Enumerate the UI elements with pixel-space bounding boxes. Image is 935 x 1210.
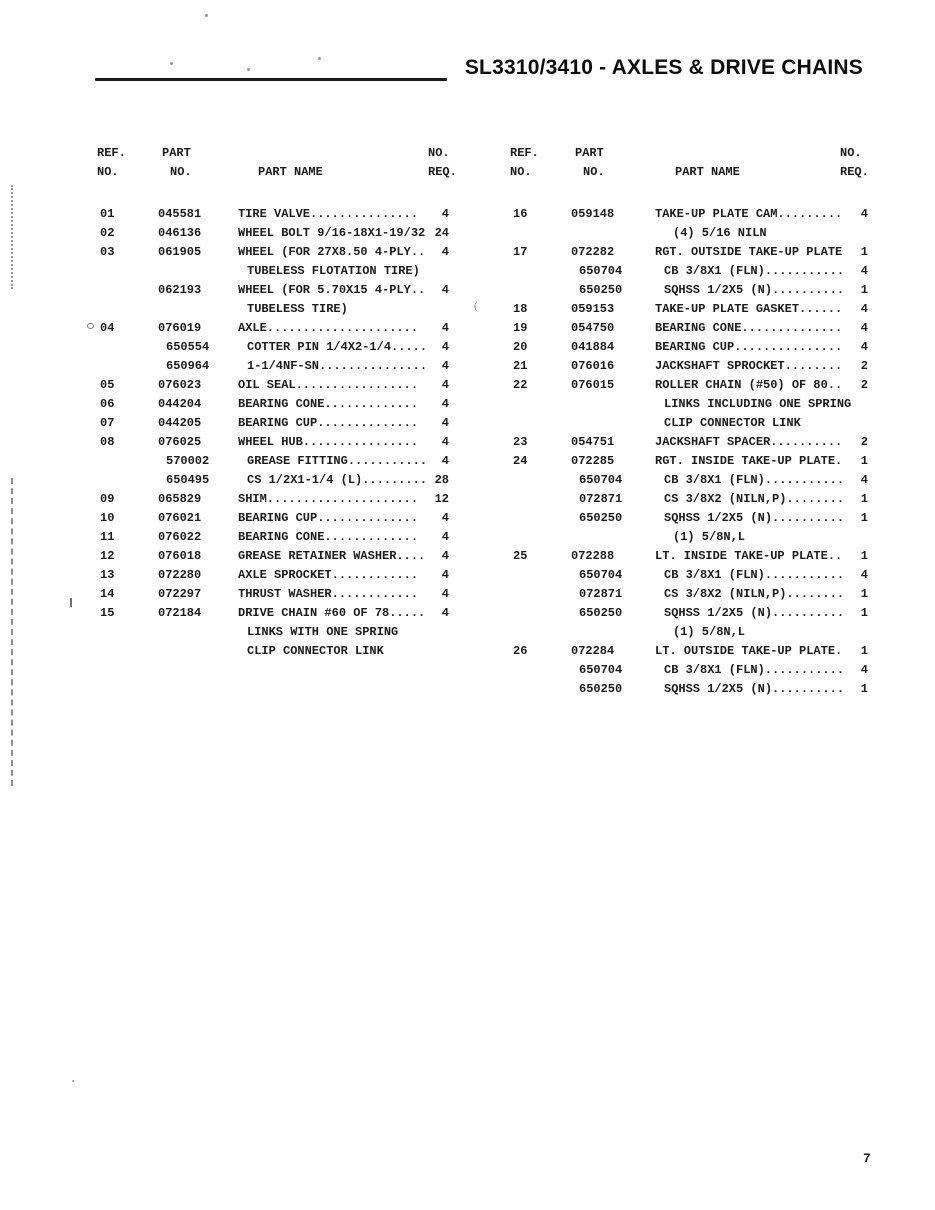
ref-no-cell: 26 [513,644,528,658]
ref-no-cell: 12 [100,549,115,563]
table-row [95,490,449,509]
qty-cell: 4 [441,549,449,563]
table-row [508,661,868,680]
part-name-cell: LT. OUTSIDE TAKE-UP PLATE. [655,644,843,658]
part-no-cell: 054751 [571,435,615,449]
ref-no-cell: 01 [100,207,115,221]
table-row [508,642,868,661]
part-name-cell: TAKE-UP PLATE CAM......... [655,207,843,221]
part-no-cell: 076021 [158,511,202,525]
table-row [95,433,449,452]
part-name-cell: GREASE FITTING........... [247,454,428,468]
part-no-cell: 054750 [571,321,615,335]
part-no-cell: 062193 [158,283,202,297]
header-rule [95,78,447,81]
part-no-cell: 041884 [571,340,615,354]
req-header-line2: REQ. [840,165,869,179]
table-row [95,224,449,243]
part-name-cell: CLIP CONNECTOR LINK [247,644,384,658]
page-title: SL3310/3410 - AXLES & DRIVE CHAINS [464,56,863,79]
ref-no-cell: 11 [100,530,115,544]
part-name-cell: CS 1/2X1-1/4 (L)......... [247,473,428,487]
qty-cell: 4 [441,245,449,259]
part-no-cell: 059148 [571,207,615,221]
scan-artifact-dotted-line [11,185,13,289]
part-no-cell: 072871 [579,587,623,601]
qty-cell: 4 [441,454,449,468]
ref-no-cell: 08 [100,435,115,449]
part-no-cell: 570002 [166,454,210,468]
qty-cell: 4 [860,663,868,677]
table-rows-right [508,205,868,699]
part-name-cell: 1-1/4NF-SN............... [247,359,428,373]
scan-artifact-speck [247,68,250,71]
table-rows-left [95,205,449,661]
qty-cell: 4 [860,321,868,335]
part-name-cell: (1) 5/8N,L [673,625,746,639]
table-row [508,281,868,300]
table-row [95,414,449,433]
part-name-cell: SQHSS 1/2X5 (N).......... [664,606,845,620]
table-row [508,376,868,395]
part-name-cell: JACKSHAFT SPACER.......... [655,435,843,449]
table-row [508,490,868,509]
scan-artifact-dashed-line [11,478,13,786]
part-name-cell: ROLLER CHAIN (#50) OF 80.. [655,378,843,392]
part-name-cell: LT. INSIDE TAKE-UP PLATE.. [655,549,843,563]
table-row [508,205,868,224]
qty-cell: 4 [860,207,868,221]
qty-cell: 1 [860,454,868,468]
scan-artifact-speck [72,1080,74,1082]
table-row [95,528,449,547]
part-name-cell: BEARING CONE.............. [655,321,843,335]
ref-no-cell: 17 [513,245,528,259]
scan-artifact-speck [318,57,321,60]
qty-cell: 1 [860,245,868,259]
part-no-cell: 650250 [579,511,623,525]
part-no-cell: 650495 [166,473,210,487]
qty-cell: 4 [441,340,449,354]
scan-artifact-speck [170,62,173,65]
table-row [95,585,449,604]
table-row [95,509,449,528]
ref-no-cell: 14 [100,587,115,601]
part-name-cell: DRIVE CHAIN #60 OF 78..... [238,606,426,620]
part-name-cell: BEARING CUP.............. [238,511,419,525]
part-name-cell: BEARING CUP............... [655,340,843,354]
scan-artifact-mark: ( [474,300,478,312]
ref-no-cell: 24 [513,454,528,468]
ref-no-cell: 22 [513,378,528,392]
table-row [508,300,868,319]
part-name-cell: (4) 5/16 NILN [673,226,767,240]
ref-header-line1: REF. [510,146,539,160]
part-name-cell: CB 3/8X1 (FLN)........... [664,568,845,582]
part-name-cell: CS 3/8X2 (NILN,P)........ [664,587,845,601]
qty-cell: 4 [441,568,449,582]
table-row [508,471,868,490]
ref-no-cell: 06 [100,397,115,411]
part-no-cell: 072280 [158,568,202,582]
part-name-cell: TUBELESS TIRE) [247,302,348,316]
part-name-cell: SQHSS 1/2X5 (N).......... [664,511,845,525]
qty-cell: 4 [860,568,868,582]
ref-no-cell: 25 [513,549,528,563]
qty-cell: 4 [441,416,449,430]
req-header-line1: NO. [840,146,862,160]
part-header-line2: NO. [583,165,605,179]
part-no-cell: 072282 [571,245,615,259]
page-number: 7 [863,1151,871,1166]
qty-cell: 1 [860,549,868,563]
table-row [508,319,868,338]
ref-no-cell: 16 [513,207,528,221]
part-name-header: PART NAME [258,165,323,179]
qty-cell: 4 [441,511,449,525]
qty-cell: 4 [441,359,449,373]
part-name-cell: CB 3/8X1 (FLN)........... [664,663,845,677]
part-no-cell: 076023 [158,378,202,392]
part-no-cell: 044204 [158,397,202,411]
part-no-cell: 072285 [571,454,615,468]
ref-header-line2: NO. [97,165,119,179]
qty-cell: 1 [860,606,868,620]
table-row [508,243,868,262]
part-name-cell: BEARING CONE............. [238,397,419,411]
table-row [508,338,868,357]
part-name-cell: AXLE..................... [238,321,419,335]
table-row [508,585,868,604]
ref-no-cell: 05 [100,378,115,392]
table-row [508,262,868,281]
part-no-cell: 076025 [158,435,202,449]
scan-artifact-circle [87,323,94,329]
table-row [95,338,449,357]
req-header-line1: NO. [428,146,450,160]
part-name-cell: COTTER PIN 1/4X2-1/4..... [247,340,428,354]
part-no-cell: 650704 [579,663,623,677]
part-no-cell: 076019 [158,321,202,335]
part-no-cell: 072871 [579,492,623,506]
qty-cell: 2 [860,378,868,392]
ref-no-cell: 03 [100,245,115,259]
part-no-cell: 044205 [158,416,202,430]
qty-cell: 1 [860,492,868,506]
qty-cell: 2 [860,435,868,449]
part-header-line2: NO. [170,165,192,179]
parts-table-right [508,144,868,699]
ref-no-cell: 21 [513,359,528,373]
table-row [95,262,449,281]
table-row [95,604,449,623]
ref-no-cell: 02 [100,226,115,240]
table-row [95,300,449,319]
qty-cell: 1 [860,283,868,297]
qty-cell: 4 [860,302,868,316]
table-row [95,205,449,224]
part-no-cell: 650250 [579,682,623,696]
scan-artifact-tick [70,598,72,607]
part-name-cell: WHEEL BOLT 9/16-18X1-19/32 [238,226,426,240]
ref-no-cell: 07 [100,416,115,430]
qty-cell: 1 [860,682,868,696]
part-name-cell: TUBELESS FLOTATION TIRE) [247,264,420,278]
part-no-cell: 650704 [579,264,623,278]
table-row [95,623,449,642]
table-row [508,452,868,471]
part-name-cell: RGT. OUTSIDE TAKE-UP PLATE [655,245,843,259]
table-row [508,414,868,433]
ref-no-cell: 09 [100,492,115,506]
part-no-cell: 650704 [579,568,623,582]
part-no-cell: 650964 [166,359,210,373]
part-no-cell: 061905 [158,245,202,259]
part-no-cell: 072184 [158,606,202,620]
table-row [508,509,868,528]
ref-no-cell: 10 [100,511,115,525]
table-row [95,452,449,471]
table-row [95,566,449,585]
qty-cell: 4 [441,435,449,449]
ref-no-cell: 23 [513,435,528,449]
table-row [95,319,449,338]
qty-cell: 4 [441,321,449,335]
qty-cell: 1 [860,511,868,525]
table-row [508,433,868,452]
table-row [95,376,449,395]
ref-no-cell: 20 [513,340,528,354]
table-row [508,623,868,642]
part-no-cell: 076022 [158,530,202,544]
qty-cell: 4 [860,473,868,487]
part-no-cell: 650250 [579,606,623,620]
qty-cell: 28 [434,473,449,487]
part-name-cell: CB 3/8X1 (FLN)........... [664,264,845,278]
req-header-line2: REQ. [428,165,457,179]
qty-cell: 4 [860,264,868,278]
part-name-cell: LINKS WITH ONE SPRING [247,625,399,639]
table-row [508,680,868,699]
part-name-cell: BEARING CUP.............. [238,416,419,430]
part-name-cell: SHIM..................... [238,492,419,506]
table-row [95,243,449,262]
part-no-cell: 076018 [158,549,202,563]
qty-cell: 4 [441,207,449,221]
part-no-cell: 059153 [571,302,615,316]
qty-cell: 24 [434,226,449,240]
part-name-cell: SQHSS 1/2X5 (N).......... [664,283,845,297]
table-row [95,395,449,414]
part-name-cell: THRUST WASHER............ [238,587,419,601]
part-name-cell: RGT. INSIDE TAKE-UP PLATE. [655,454,843,468]
ref-header-line1: REF. [97,146,126,160]
table-row [508,547,868,566]
part-no-cell: 650250 [579,283,623,297]
part-name-cell: GREASE RETAINER WASHER.... [238,549,426,563]
part-no-cell: 650554 [166,340,210,354]
qty-cell: 4 [441,587,449,601]
part-header-line1: PART [162,146,191,160]
qty-cell: 4 [441,397,449,411]
part-no-cell: 045581 [158,207,202,221]
table-row [508,395,868,414]
ref-no-cell: 18 [513,302,528,316]
part-name-cell: CS 3/8X2 (NILN,P)........ [664,492,845,506]
ref-no-cell: 19 [513,321,528,335]
table-header [95,144,457,182]
part-name-cell: WHEEL HUB................ [238,435,419,449]
ref-no-cell: 04 [100,321,115,335]
table-header [508,144,868,182]
table-row [508,528,868,547]
part-name-cell: JACKSHAFT SPROCKET........ [655,359,843,373]
table-row [95,471,449,490]
qty-cell: 1 [860,587,868,601]
part-no-cell: 076015 [571,378,615,392]
part-name-cell: TAKE-UP PLATE GASKET...... [655,302,843,316]
part-name-cell: TIRE VALVE............... [238,207,419,221]
qty-cell: 4 [441,283,449,297]
qty-cell: 1 [860,644,868,658]
part-header-line1: PART [575,146,604,160]
part-no-cell: 650704 [579,473,623,487]
table-row [508,224,868,243]
ref-no-cell: 15 [100,606,115,620]
part-no-cell: 076016 [571,359,615,373]
part-name-cell: WHEEL (FOR 5.70X15 4-PLY.. [238,283,426,297]
ref-no-cell: 13 [100,568,115,582]
table-row [95,642,449,661]
table-row [95,281,449,300]
scan-artifact-speck [205,14,208,17]
table-row [508,357,868,376]
part-name-cell: BEARING CONE............. [238,530,419,544]
parts-table-left [95,144,457,661]
part-name-cell: (1) 5/8N,L [673,530,746,544]
part-name-cell: CLIP CONNECTOR LINK [664,416,801,430]
table-row [508,566,868,585]
part-name-cell: OIL SEAL................. [238,378,419,392]
qty-cell: 12 [434,492,449,506]
qty-cell: 4 [441,378,449,392]
qty-cell: 2 [860,359,868,373]
part-name-cell: CB 3/8X1 (FLN)........... [664,473,845,487]
part-name-cell: WHEEL (FOR 27X8.50 4-PLY.. [238,245,426,259]
qty-cell: 4 [441,530,449,544]
part-name-cell: SQHSS 1/2X5 (N).......... [664,682,845,696]
table-row [508,604,868,623]
table-row [95,357,449,376]
table-row [95,547,449,566]
part-no-cell: 046136 [158,226,202,240]
qty-cell: 4 [860,340,868,354]
ref-header-line2: NO. [510,165,532,179]
qty-cell: 4 [441,606,449,620]
part-no-cell: 072288 [571,549,615,563]
part-name-header: PART NAME [675,165,740,179]
part-no-cell: 072284 [571,644,615,658]
part-name-cell: AXLE SPROCKET............ [238,568,419,582]
part-no-cell: 065829 [158,492,202,506]
part-no-cell: 072297 [158,587,202,601]
part-name-cell: LINKS INCLUDING ONE SPRING [664,397,852,411]
